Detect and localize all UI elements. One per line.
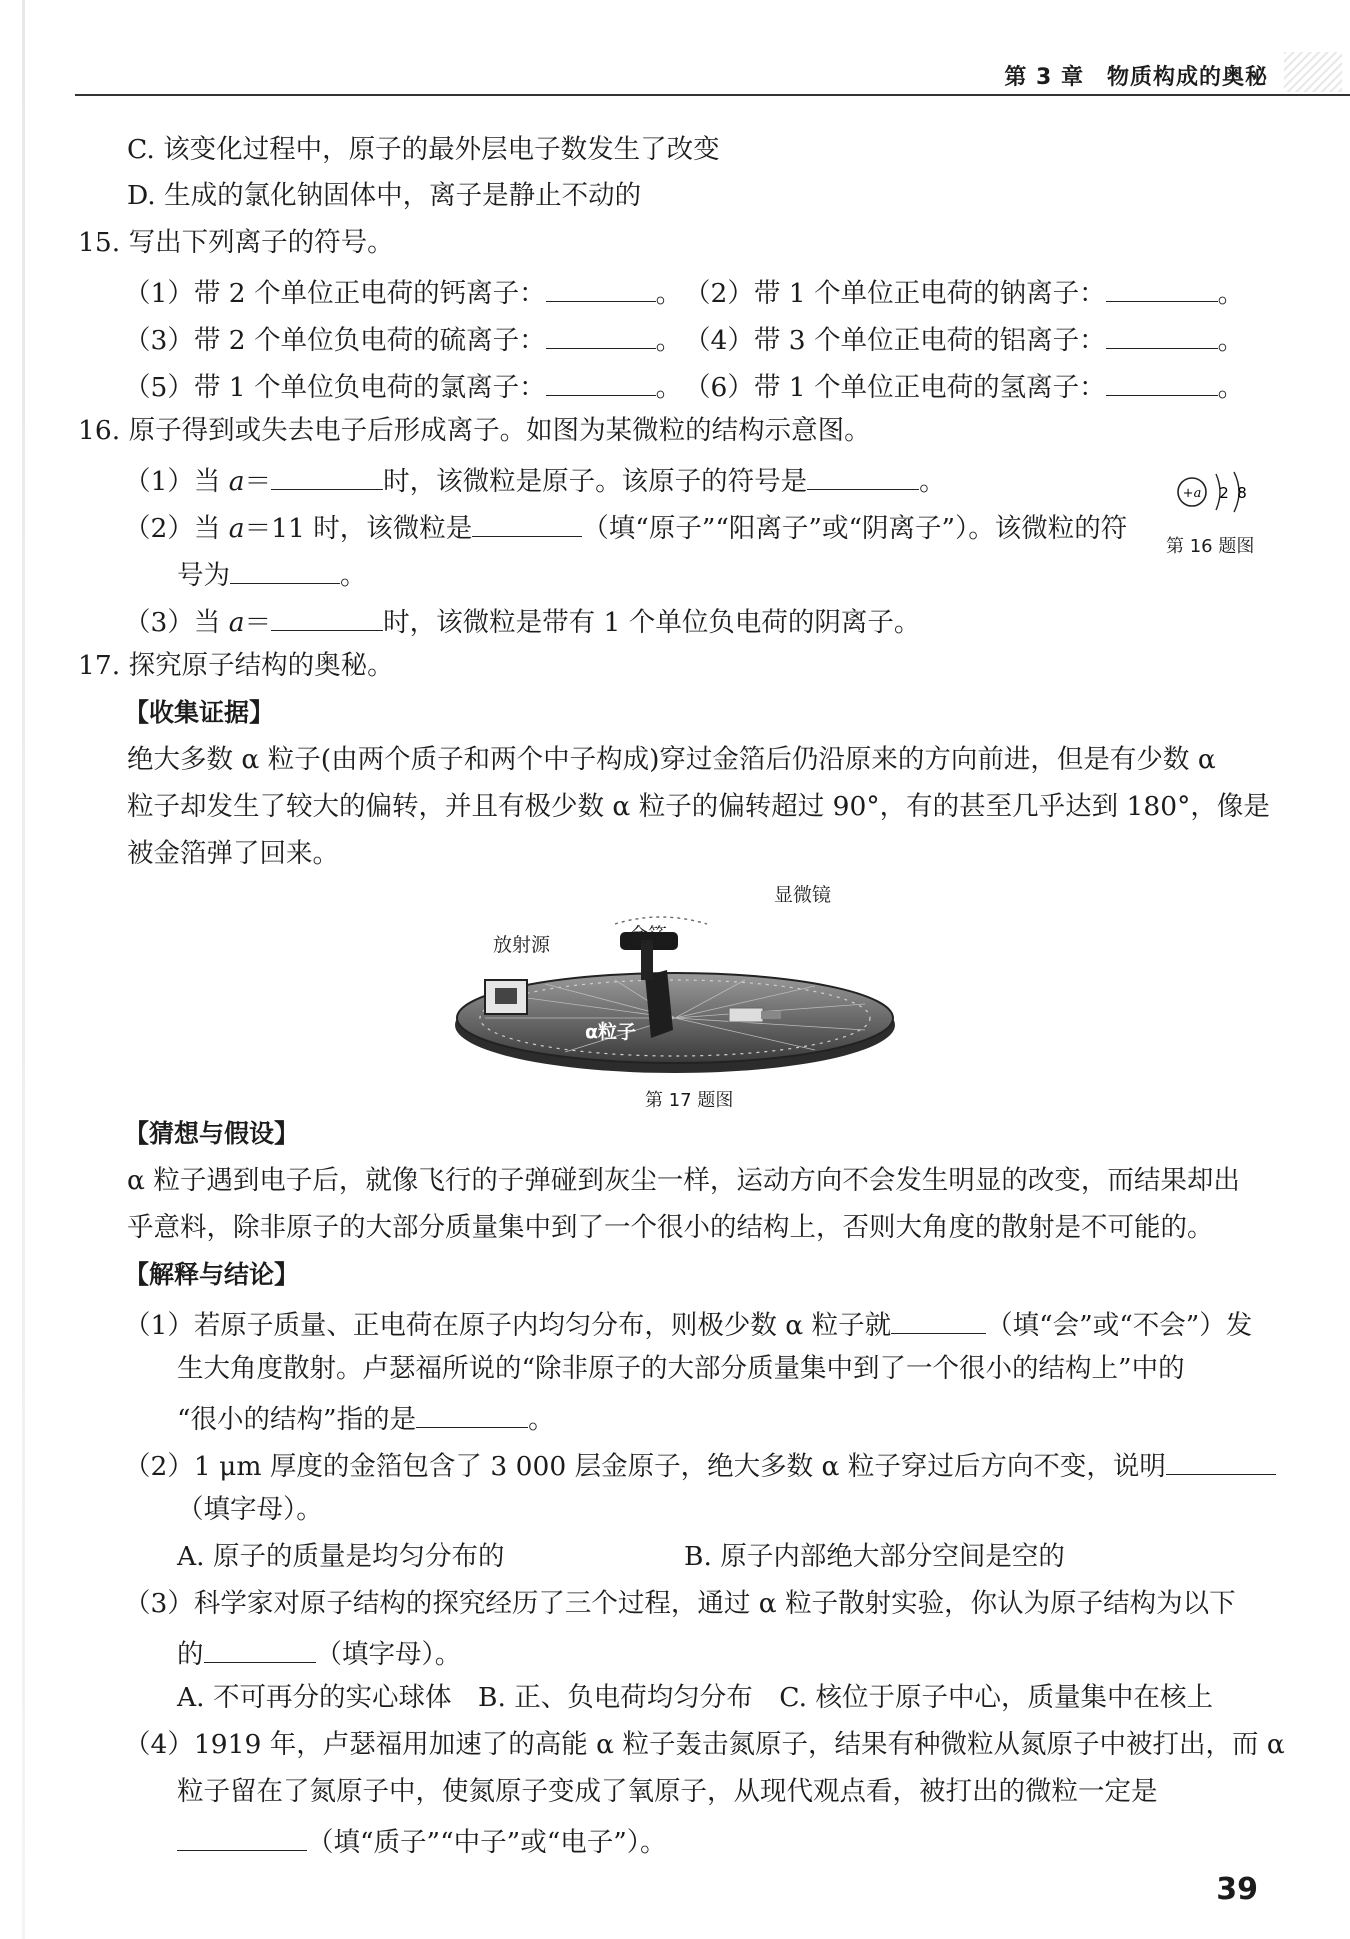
- q16-part-2-cont: 号为 。: [177, 555, 367, 593]
- answer-blank[interactable]: [1106, 273, 1218, 302]
- scan-margin: [22, 0, 25, 1939]
- section-hypothesis: 【猜想与假设】: [124, 1119, 300, 1148]
- q17-sub-2-line-2: （填字母）。: [177, 1494, 323, 1525]
- answer-blank[interactable]: [546, 273, 656, 302]
- eyepiece-knob: [761, 1011, 781, 1019]
- q17-sub-4-line-2: 粒子留在了氮原子中，使氮原子变成了氧原子，从现代观点看，被打出的微粒一定是: [177, 1776, 1158, 1807]
- section-collect-evidence: 【收集证据】: [124, 698, 275, 727]
- answer-blank[interactable]: [546, 320, 656, 349]
- answer-blank[interactable]: [472, 508, 582, 537]
- label-alpha-particle: α粒子: [585, 1021, 637, 1043]
- answer-blank[interactable]: [416, 1399, 528, 1428]
- q15-item-3: （3）带 2 个单位负电荷的硫离子： 。: [124, 320, 682, 358]
- q17-sub-1: （1）若原子质量、正电荷在原子内均匀分布，则极少数 α 粒子就 （填“会”或“不会”）发: [124, 1305, 1252, 1343]
- evidence-line-3: 被金箔弹了回来。: [127, 838, 339, 869]
- q16-part-3: （3）当 a＝ 时，该微粒是带有 1 个单位负电荷的阴离子。: [124, 602, 920, 640]
- q15-stem: 15. 写出下列离子的符号。: [78, 227, 394, 258]
- label-radiation-source: 放射源: [493, 934, 551, 956]
- answer-blank[interactable]: [546, 367, 656, 396]
- evidence-line-1: 绝大多数 α 粒子(由两个质子和两个中子构成)穿过金箔后仍沿原来的方向前进，但是有少数 α: [127, 744, 1216, 775]
- q17-sub-3-line-2: 的 （填字母）。: [177, 1634, 461, 1672]
- answer-blank[interactable]: [1166, 1446, 1276, 1475]
- section-explanation: 【解释与结论】: [124, 1260, 300, 1289]
- q16-stem: 16. 原子得到或失去电子后形成离子。如图为某微粒的结构示意图。: [78, 415, 871, 446]
- header-decoration: [1284, 52, 1342, 92]
- alpha-scattering-apparatus: [445, 880, 945, 1080]
- q17-sub-2-option-a: A. 原子的质量是均匀分布的: [177, 1541, 505, 1572]
- hypothesis-line-1: α 粒子遇到电子后，就像飞行的子弹碰到灰尘一样，运动方向不会发生明显的改变，而结果却出: [127, 1165, 1240, 1196]
- shell-1-electrons: 2: [1219, 484, 1229, 502]
- q17-sub-2: （2）1 μm 厚度的金箔包含了 3 000 层金原子，绝大多数 α 粒子穿过后方向不变，说明: [124, 1446, 1276, 1484]
- chapter-title: 第 3 章 物质构成的奥秘: [1004, 65, 1268, 90]
- hypothesis-line-2: 乎意料，除非原子的大部分质量集中到了一个很小的结构上，否则大角度的散射是不可能的。: [127, 1212, 1214, 1243]
- q15-item-1: （1）带 2 个单位正电荷的钙离子： 。: [124, 273, 682, 311]
- answer-blank[interactable]: [1106, 320, 1218, 349]
- q17-sub-1-line-2: 生大角度散射。卢瑟福所说的“除非原子的大部分质量集中到了一个很小的结构上”中的: [177, 1353, 1185, 1384]
- q15-item-2: （2）带 1 个单位正电荷的钠离子： 。: [684, 273, 1244, 311]
- q17-sub-1-line-3: “很小的结构”指的是 。: [177, 1399, 555, 1437]
- answer-blank[interactable]: [271, 461, 383, 490]
- label-microscope: 显微镜: [774, 884, 832, 906]
- answer-blank[interactable]: [271, 602, 383, 631]
- q17-stem: 17. 探究原子结构的奥秘。: [78, 650, 394, 681]
- q14-option-d: D. 生成的氯化钠固体中，离子是静止不动的: [127, 180, 642, 211]
- shell-2-electrons: 8: [1237, 484, 1247, 502]
- answer-blank[interactable]: [177, 1822, 307, 1851]
- q17-sub-4-line-3: （填“质子”“中子”或“电子”）。: [177, 1822, 667, 1860]
- page-header: [75, 58, 1350, 96]
- q15-item-6: （6）带 1 个单位正电荷的氢离子： 。: [684, 367, 1244, 405]
- q17-sub-4: （4）1919 年，卢瑟福用加速了的高能 α 粒子轰击氮原子，结果有种微粒从氮原子中被打出，而 α: [124, 1729, 1285, 1760]
- eyepiece-tube: [729, 1008, 763, 1022]
- q16-part-2: （2）当 a＝11 时，该微粒是 （填“原子”“阳离子”或“阴离子”）。该微粒的符: [124, 508, 1127, 546]
- answer-blank[interactable]: [807, 461, 919, 490]
- q17-sub-2-option-b: B. 原子内部绝大部分空间是空的: [684, 1541, 1065, 1572]
- answer-blank[interactable]: [230, 555, 340, 584]
- q14-option-c: C. 该变化过程中，原子的最外层电子数发生了改变: [127, 134, 720, 165]
- answer-blank[interactable]: [204, 1634, 316, 1663]
- q17-sub-3-options: A. 不可再分的实心球体 B. 正、负电荷均匀分布 C. 核位于原子中心，质量集中在核上: [177, 1682, 1213, 1713]
- q16-part-1: （1）当 a＝ 时，该微粒是原子。该原子的符号是 。: [124, 461, 946, 499]
- answer-blank[interactable]: [1106, 367, 1218, 396]
- label-gold-foil: 金箔: [629, 924, 668, 946]
- evidence-line-2: 粒子却发生了较大的偏转，并且有极少数 α 粒子的偏转超过 90°，有的甚至几乎达到 180°，像是: [127, 791, 1270, 822]
- page-number: 39: [1216, 1872, 1258, 1907]
- q15-item-4: （4）带 3 个单位正电荷的铝离子： 。: [684, 320, 1244, 358]
- q17-sub-3: （3）科学家对原子结构的探究经历了三个过程，通过 α 粒子散射实验，你认为原子结构为以下: [124, 1588, 1236, 1619]
- figure-16-caption: 第 16 题图: [1166, 536, 1255, 557]
- figure-17-caption: 第 17 题图: [645, 1090, 734, 1111]
- radiation-source-window: [495, 988, 517, 1004]
- nucleus-label: +a: [1182, 486, 1202, 501]
- answer-blank[interactable]: [891, 1305, 986, 1334]
- q15-item-5: （5）带 1 个单位负电荷的氯离子： 。: [124, 367, 682, 405]
